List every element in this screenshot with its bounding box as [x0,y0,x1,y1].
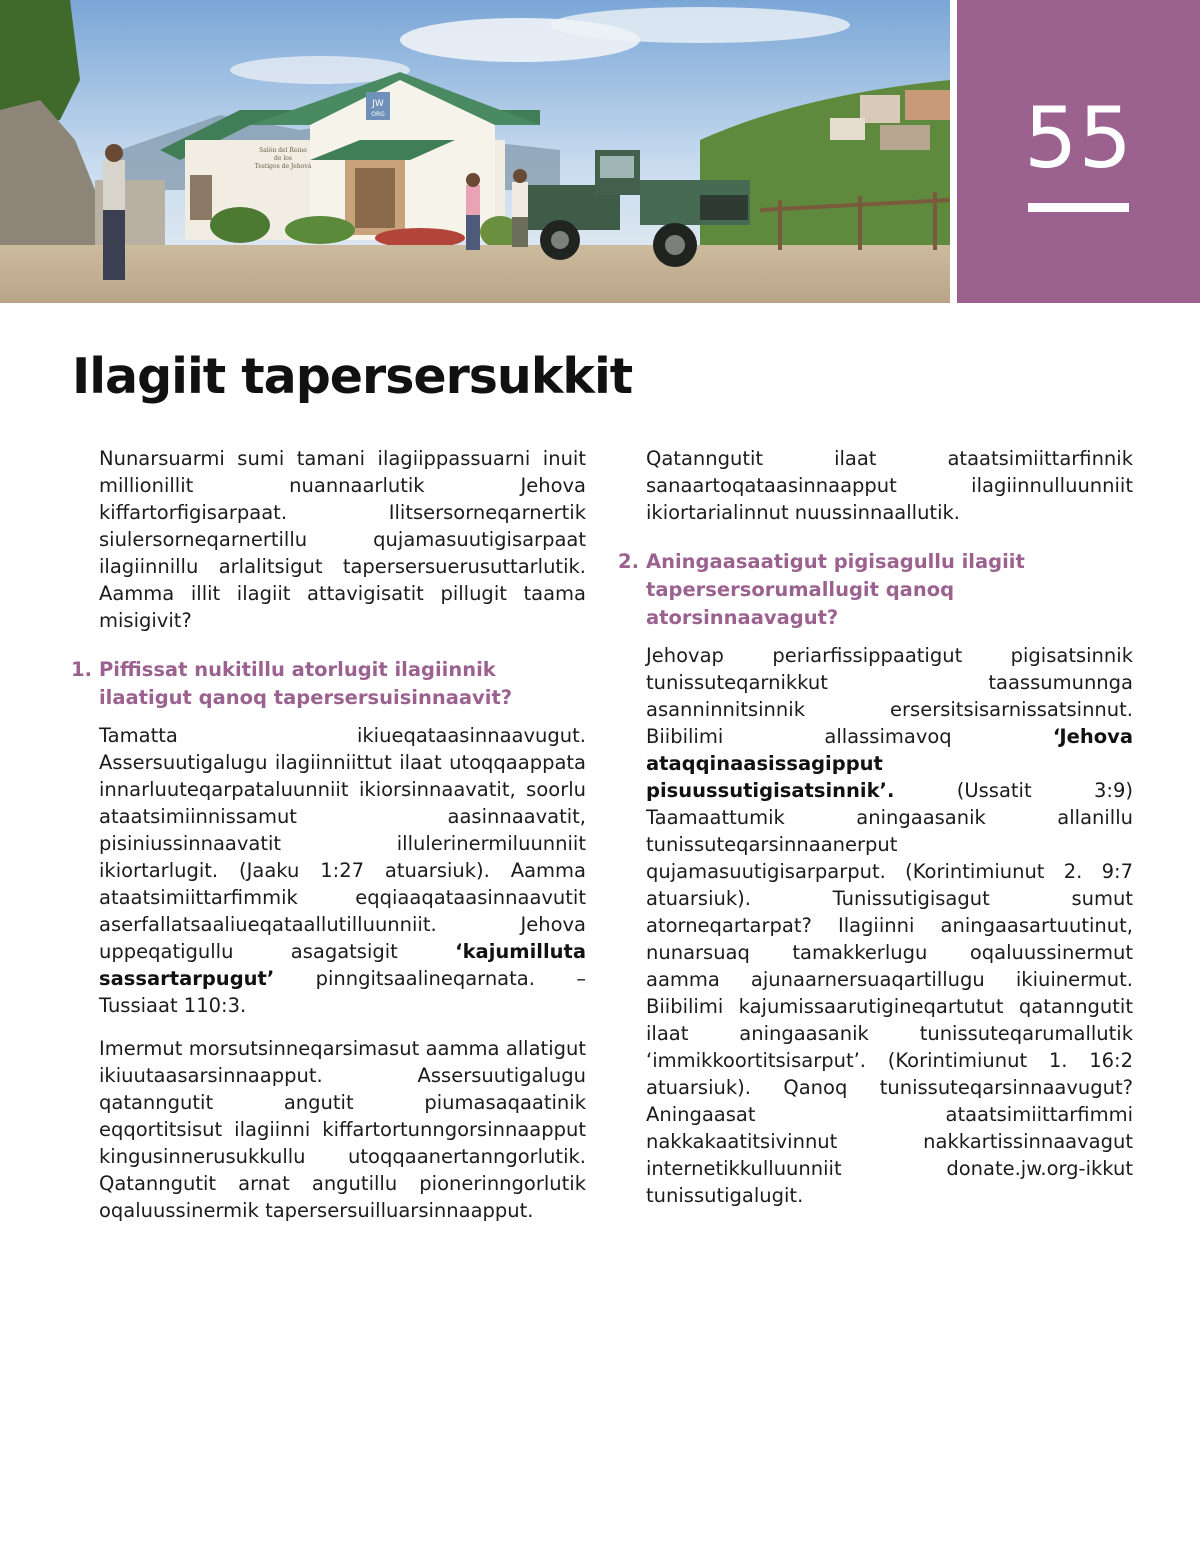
answer-1-p1-end: pinngitsaalineqarnata. – Tussiaat 110:3. [99,967,586,1017]
question-2-number: 2. [618,550,639,573]
answer-2-quote: ‘Jehova ataqqinaasissagipput pisuussutigisatsinnik’. [646,725,1133,802]
chapter-rule [1028,203,1129,212]
answer-2-start: Jehovap periarfissippaatigut pigisatsinnik tunissuteqarnikkut taassumunnga asanninnitsinnik ersersitsisarnissatsinnut. Biibilimi allassimavoq [646,644,1133,748]
page-title: Ilagiit tapersersukkit [72,348,633,405]
left-column [71,445,587,1240]
logo-text-top: JW [372,99,384,109]
answer-2-end: (Ussatit 3:9) Taamaattumik aningaasanik allanillu tunissuteqarsinnaanerput qujamasuutigisarparput. (Korintimiunut 2. 9:7 atuarsiuk). Tunissutigisagut sumut atorneqartarpat? Ilagiinni aningaasartuutinut, nunarsuaq tamakkerlugu oqaluussinermut aamma ajunaarnersuaqartillugu ikiuinermut. Biibilimi kajumissaarutigineqartutut qatanngutit ilaat aningaasanik tunissuteqarumallutik ‘immikkoortitsisarput’. (Korintimiunut 1. 16:2 atuarsiuk). Qanoq tunissuteqarsinnaavugut? Aningaasat ataatsimiittarfimmi nakkakaatitsivinnut nakkartissinnaavagut internetikkulluunniit donate.jw.org-ikkut tunissutigalugit. [646,779,1133,1207]
answer-1-p1-start: Tamatta ikiueqataasinnaavugut. Assersuutigalugu ilagiinniittut ilaat utoqqaappata innarluuteqarpataluunniit ikiorsinnaavatit, soorlu ataatsimiinnissamut aasinnaavatit, pisiniussinnaavatit illulerinermiluunniit ikiortarlugit. (Jaaku 1:27 atuarsiuk). Aamma ataatsimiittarfimmik eqqiaaqataasinnaavutit aserfallatsaaliueqataallutilluunniit. Jehova uppeqatigullu asagatsigit [99,724,586,963]
building-sign-line3: Testigos de Jehová [254,163,312,170]
question-2-text: Aningaasaatigut pigisagullu ilagiit tapersersorumallugit qanoq atorsinnaavagut? [646,550,1025,629]
question-1-number: 1. [71,658,92,681]
answer-2-paragraph [646,642,1133,1209]
building-sign-line2: de los [274,155,292,162]
intro-paragraph: Nunarsuarmi sumi tamani ilagiippassuarni inuit millionillit nuannaarlutik Jehova kiffartorfigisarpaat. Ilitsersorneqarnertik siulersorneqarnertillu qujamasuutigisarpaat ilagiinnillu arlalitsigut tapersersuerusuttarlutik. Aamma illit ilagiit attavigisatit pillugit taama misigivit? [99,447,586,632]
answer-1-p1-quote: ‘kajumilluta sassartarpugut’ [99,940,587,990]
hero-image [0,0,950,303]
answer-1-paragraph-1 [99,722,586,1019]
building-sign-line1: Salón del Reino [259,147,307,154]
chapter-number: 55 [1024,89,1133,187]
chapter-number-box [957,0,1200,303]
right-intro-paragraph: Qatanngutit ilaat ataatsimiittarfinnik sanaartoqataasinnaapput ilagiinnulluunniit ikiortarialinnut nuussinnaallutik. [646,447,1133,524]
logo-text-bottom: ORG [371,111,385,118]
answer-1-paragraph-2: Imermut morsutsinneqarsimasut aamma allatigut ikiuutaasarsinnaapput. Assersuutigalugu qatanngutit angutit piumasaqaatinik eqqortitsisut ilagiinni kiffartortunngorsinnaapput kingusinnerusukkullu utoqqaanertanngorlutik. Qatanngutit arnat angutillu pionerinngorlutik oqaluussinermik tapersersuilluarsinnaapput. [99,1037,586,1222]
kingdom-hall-illustration [0,0,950,303]
question-2 [618,548,1133,632]
question-1-text: Piffissat nukitillu atorlugit ilagiinnik ilaatigut qanoq tapersersuisinnaavit? [99,658,513,709]
right-column [618,445,1133,1225]
question-1 [71,656,586,712]
